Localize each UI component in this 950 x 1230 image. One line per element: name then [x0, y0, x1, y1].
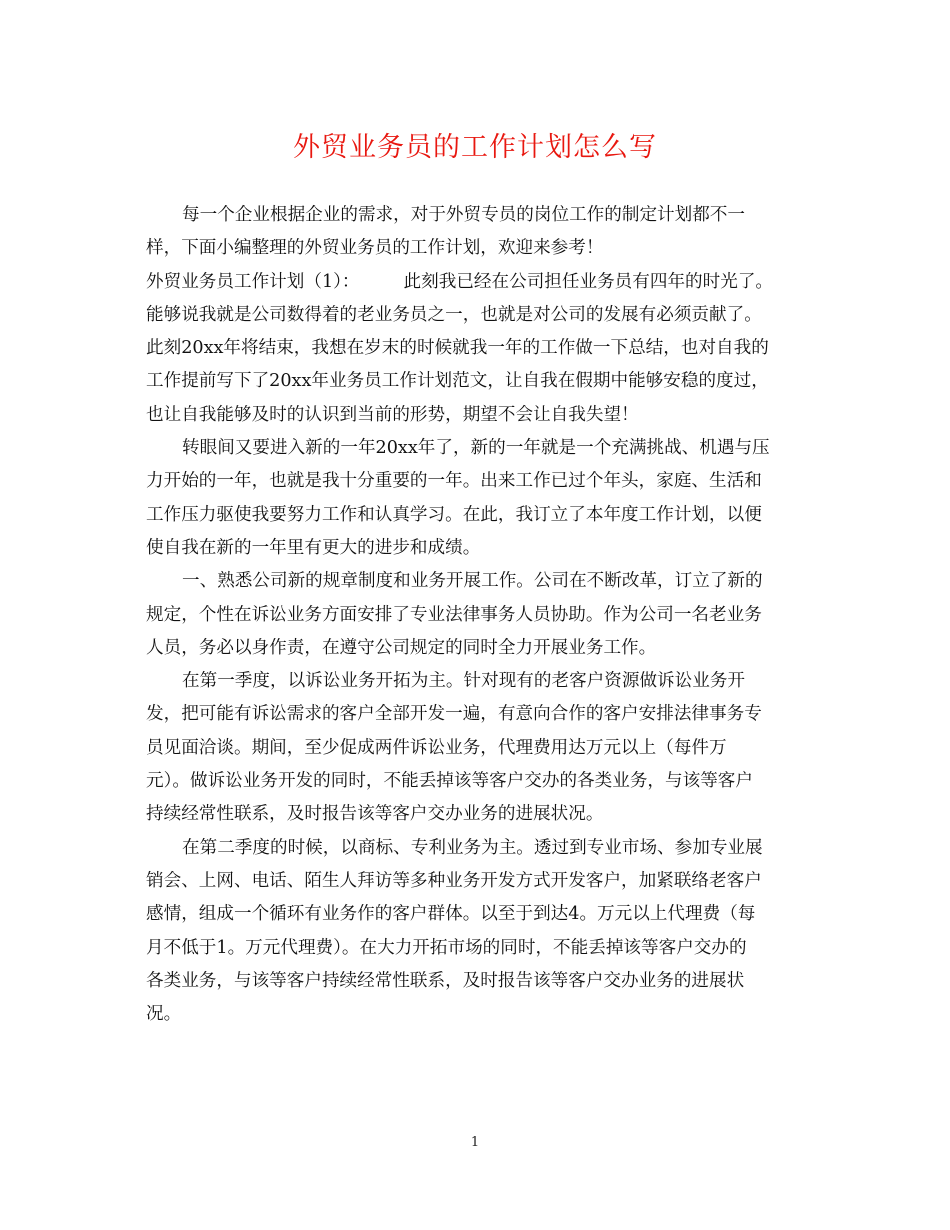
paragraph-line: 每一个企业根据企业的需求，对于外贸专员的岗位工作的制定计划都不一 — [182, 205, 746, 225]
paragraph-line: 使自我在新的一年里有更大的进步和成绩。 — [146, 537, 481, 558]
paragraph-line: 能够说我就是公司数得着的老业务员之一，也就是对公司的发展有必须贡献了。 — [146, 304, 762, 325]
paragraph-line: 发，把可能有诉讼需求的客户全部开发一遍，有意向合作的客户安排法律事务专 — [146, 704, 762, 725]
paragraph-line: 也让自我能够及时的认识到当前的形势，期望不会让自我失望！ — [146, 404, 639, 425]
document-body — [146, 199, 812, 1031]
document-title: 外贸业务员的工作计划怎么写 — [293, 132, 657, 163]
paragraph-line: 力开始的一年，也就是我十分重要的一年。出来工作已过个年头，家庭、生活和 — [146, 471, 762, 492]
paragraph-line: 况。 — [146, 1004, 182, 1025]
paragraph-line: 规定，个性在诉讼业务方面安排了专业法律事务人员协助。作为公司一名老业务 — [146, 604, 762, 625]
paragraph-line: 在第一季度，以诉讼业务开拓为主。针对现有的老客户资源做诉讼业务开 — [182, 671, 746, 692]
paragraph-line: 工作提前写下了20xx年业务员工作计划范文，让自我在假期中能够安稳的度过， — [146, 371, 769, 392]
paragraph-text: 此刻我已经在公司担任业务员有四年的时光了。 — [403, 271, 774, 292]
paragraph-line: 月不低于1。万元代理费）。在大力开拓市场的同时，不能丢掉该等客户交办的 — [146, 937, 747, 958]
plan-heading: 外贸业务员工作计划（1）： — [146, 271, 360, 292]
page-number: 1 — [470, 1135, 480, 1150]
paragraph-line: 样，下面小编整理的外贸业务员的工作计划，欢迎来参考！ — [146, 238, 604, 259]
paragraph-line: 工作压力驱使我要努力工作和认真学习。在此，我订立了本年度工作计划，以便 — [146, 504, 762, 525]
paragraph-line: 感情，组成一个循环有业务作的客户群体。以至于到达4。万元以上代理费（每 — [146, 904, 756, 925]
paragraph-line — [146, 266, 812, 299]
paragraph-line: 持续经常性联系，及时报告该等客户交办业务的进展状况。 — [146, 804, 604, 825]
paragraph-line: 人员，务必以身作责，在遵守公司规定的同时全力开展业务工作。 — [146, 637, 657, 658]
paragraph-line: 元）。做诉讼业务开发的同时，不能丢掉该等客户交办的各类业务，与该等客户 — [146, 771, 753, 792]
paragraph-line: 销会、上网、电话、陌生人拜访等多种业务开发方式开发客户，加紧联络老客户 — [146, 870, 762, 891]
paragraph-line: 在第二季度的时候，以商标、专利业务为主。透过到专业市场、参加专业展 — [182, 837, 763, 858]
paragraph-line: 转眼间又要进入新的一年20xx年了，新的一年就是一个充满挑战、机遇与压 — [182, 438, 770, 459]
paragraph-line: 员见面洽谈。期间，至少促成两件诉讼业务，代理费用达万元以上（每件万 — [146, 737, 727, 758]
paragraph-line: 各类业务，与该等客户持续经常性联系，及时报告该等客户交办业务的进展状 — [146, 970, 745, 991]
paragraph-line: 一、熟悉公司新的规章制度和业务开展工作。公司在不断改革，订立了新的 — [182, 571, 763, 592]
paragraph-line: 此刻20xx年将结束，我想在岁末的时候就我一年的工作做一下总结，也对自我的 — [146, 338, 769, 359]
